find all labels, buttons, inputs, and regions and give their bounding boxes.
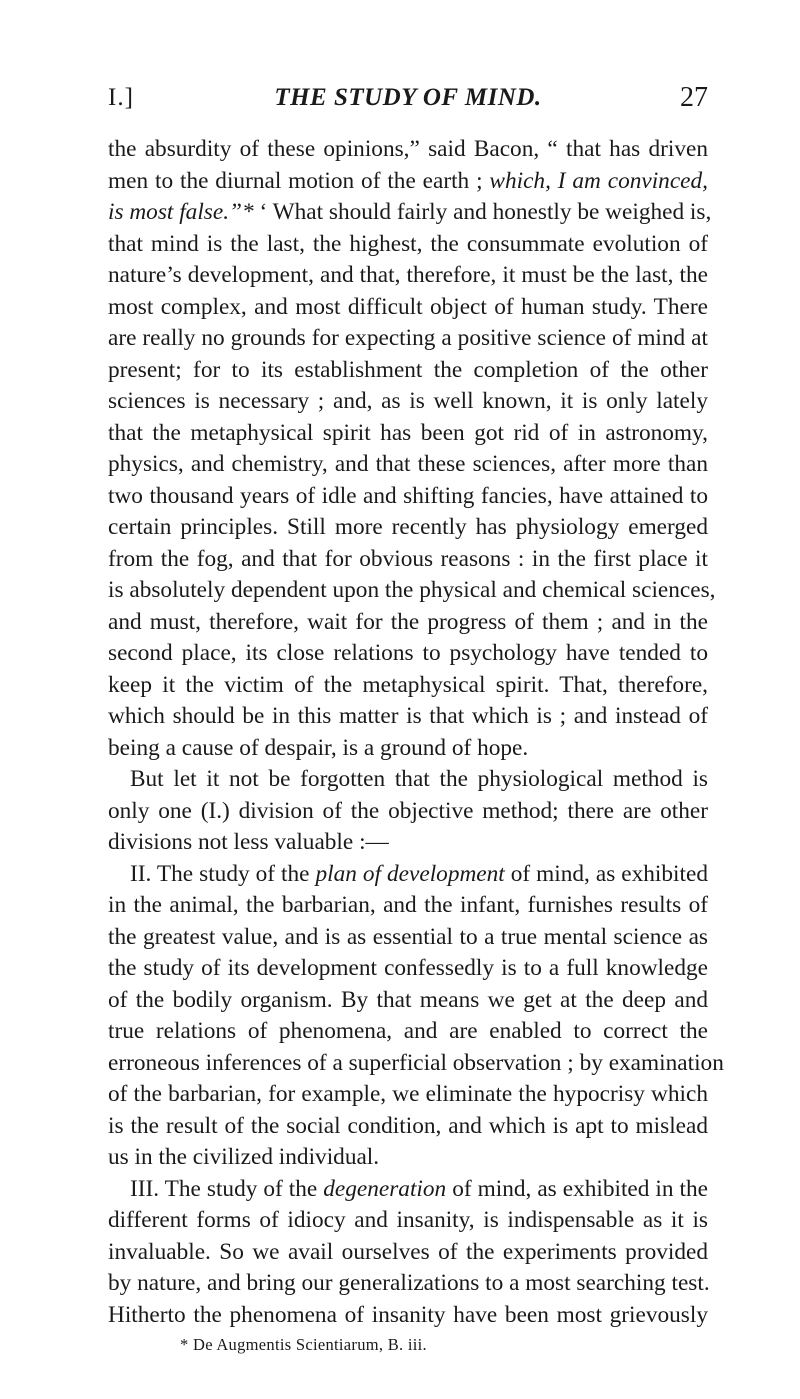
text-line: are really no grounds for expecting a positive science of mind at: [108, 325, 708, 351]
text-line: keep it the victim of the metaphysical spirit. That, therefore,: [108, 671, 708, 698]
text-line: II. The study of the plan of development of mind, as exhibited: [130, 860, 708, 887]
text-line: of the barbarian, for example, we eliminate the hypocrisy which: [108, 1081, 708, 1107]
text-line: certain principles. Still more recently has physiology emerged: [108, 514, 708, 540]
footnote: * De Augmentis Scientiarum, B. iii.: [180, 1335, 427, 1354]
text-line: and must, therefore, wait for the progress of them ; and in the: [108, 608, 708, 635]
text-line: being a cause of despair, is a ground of hope.: [108, 734, 529, 761]
text-line: physics, and chemistry, and that these sciences, after more than: [108, 451, 708, 477]
text-line: is the result of the social condition, and which is apt to mislead: [108, 1112, 708, 1139]
text-line: sciences is necessary ; and, as is well known, it is only lately: [108, 388, 708, 414]
text-line: the study of its development confessedly is to a full knowledge: [108, 955, 708, 981]
chapter-marker: I.]: [108, 84, 134, 111]
text-line: present; for to its establishment the completion of the other: [108, 356, 708, 383]
text-line: that the metaphysical spirit has been got rid of in astronomy,: [108, 419, 708, 446]
body-text: [108, 134, 724, 1331]
text-line: which should be in this matter is that which is ; and instead of: [108, 703, 708, 729]
text-line: true relations of phenomena, and are enabled to correct the: [108, 1018, 708, 1044]
running-title: THE STUDY OF MIND.: [274, 84, 542, 111]
text-line: divisions not less valuable :—: [108, 829, 389, 855]
text-line: second place, its close relations to psychology have tended to: [108, 640, 708, 666]
text-line: only one (I.) division of the objective method; there are other: [108, 797, 708, 824]
text-line: is most false.”* ‘ What should fairly and honestly be weighed is,: [108, 199, 712, 225]
text-line: us in the civilized individual.: [108, 1144, 380, 1170]
text-line: the greatest value, and is as essential to a true mental science as: [108, 923, 708, 950]
text-line: two thousand years of idle and shifting fancies, have attained to: [108, 482, 708, 509]
text-line: in the animal, the barbarian, and the infant, furnishes results of: [108, 892, 708, 918]
text-line: erroneous inferences of a superficial observation ; by examination: [108, 1049, 724, 1076]
text-line: most complex, and most difficult object of human study. There: [108, 293, 708, 320]
text-line: by nature, and bring our generalizations to a most searching test.: [108, 1270, 710, 1296]
text-line: that mind is the last, the highest, the consummate evolution of: [108, 230, 708, 257]
text-line: is absolutely dependent upon the physical and chemical sciences,: [108, 577, 716, 603]
text-line: But let it not be forgotten that the physiological method is: [130, 766, 708, 792]
italic-text: is most false.”*: [108, 199, 254, 225]
text-line: III. The study of the degeneration of mind, as exhibited in the: [130, 1175, 709, 1202]
page-number: 27: [680, 82, 708, 113]
book-page: [108, 78, 724, 1357]
running-head: [108, 78, 708, 118]
text-line: the absurdity of these opinions,” said Bacon, “ that has driven: [108, 136, 708, 162]
italic-text: plan of development: [315, 860, 505, 887]
text-line: of the bodily organism. By that means we get at the deep and: [108, 986, 708, 1013]
text-line: nature’s development, and that, therefore, it must be the last, the: [108, 262, 708, 288]
italic-text: which, I am convinced,: [489, 167, 708, 194]
text-line: invaluable. So we avail ourselves of the experiments provided: [108, 1238, 708, 1265]
italic-text: degeneration: [323, 1175, 447, 1202]
text-line: men to the diurnal motion of the earth ; which, I am convinced,: [108, 167, 708, 194]
text-line: Hitherto the phenomena of insanity have been most grievously: [108, 1301, 708, 1328]
text-line: different forms of idiocy and insanity, is indispensable as it is: [108, 1207, 708, 1233]
text-line: from the fog, and that for obvious reasons : in the first place it: [108, 545, 708, 572]
